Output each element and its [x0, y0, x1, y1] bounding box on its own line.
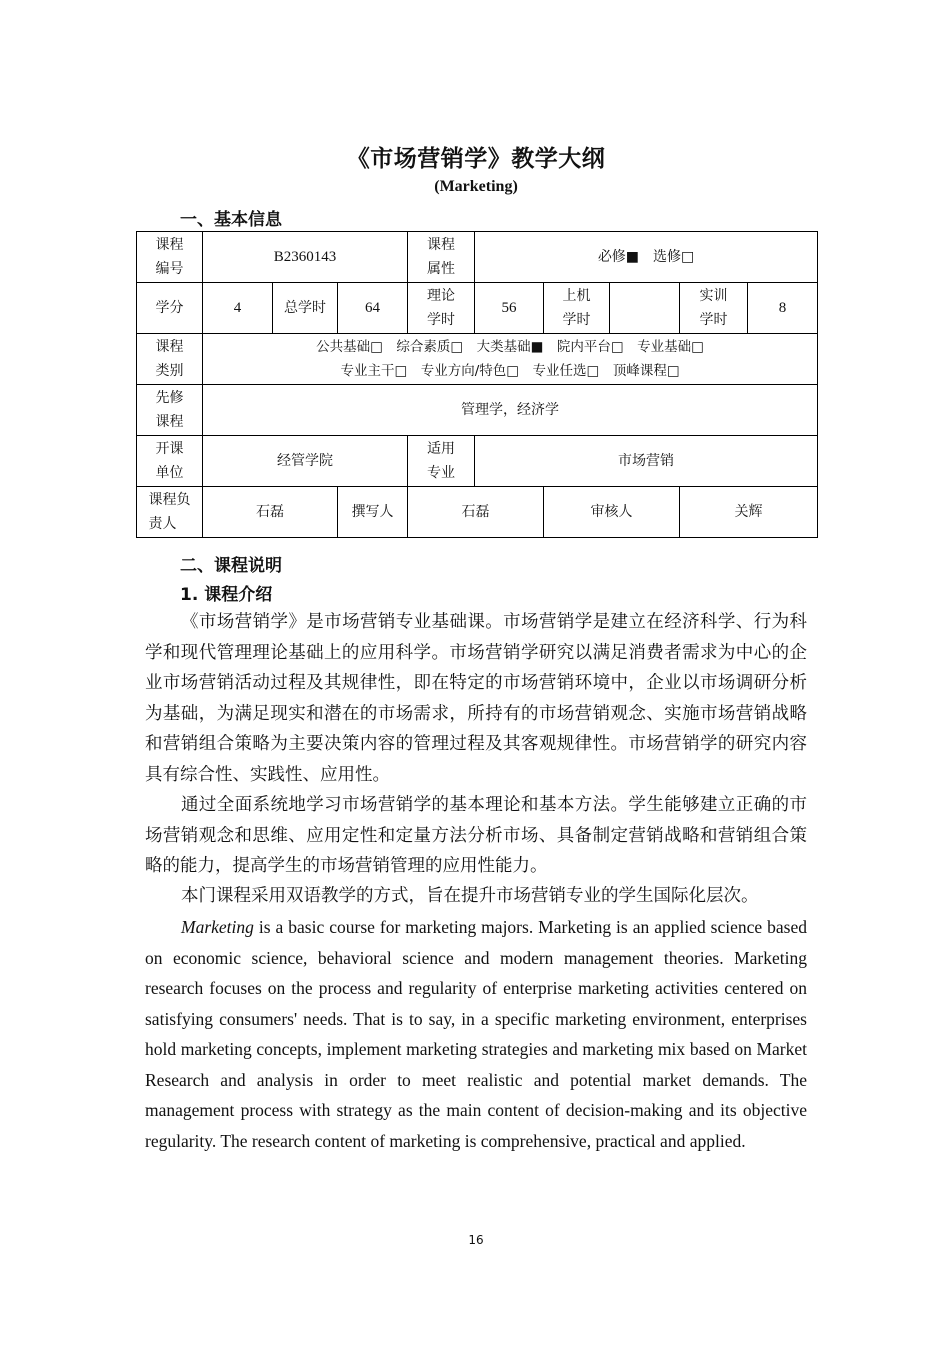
table-row — [137, 334, 818, 385]
basic-info-table — [136, 231, 818, 538]
course-attr-label: 课程属性 — [408, 232, 475, 283]
theory-hours-label: 理论学时 — [408, 283, 475, 334]
category-label: 课程类别 — [137, 334, 203, 385]
paragraph-bilingual-cn: 本门课程采用双语教学的方式，旨在提升市场营销专业的学生国际化层次。 — [181, 886, 759, 906]
document-title: 《市场营销学》教学大纲 — [346, 146, 606, 172]
leader-label: 课程负责人 — [137, 487, 203, 538]
major-label: 适用专业 — [408, 436, 475, 487]
theory-hours-value: 56 — [475, 283, 544, 334]
course-attr-value: 必修■ 选修□ — [475, 232, 818, 283]
practice-hours-label: 实训学时 — [680, 283, 748, 334]
prereq-value: 管理学，经济学 — [203, 385, 818, 436]
total-hours-label: 总学时 — [273, 283, 338, 334]
section-heading-basic-info: 一、基本信息 — [180, 210, 282, 230]
credit-label: 学分 — [137, 283, 203, 334]
paragraph-intro-en-text: is a basic course for marketing majors. Marketing is an applied science based on economic science, behavioral science and modern management theories. Marketing research focuses on the process and regularity of enterprise marketing activities centered on satisfying consumers' needs. That is to say, in a specific marketing environment, enterprises hold marketing concepts, implement marketing strategies and marketing mix based on Market Research and analysis in order to meet realistic and potential market demands. The management process with strategy as the main content of decision-making and its objective regularity. The research content of marketing is comprehensive, practical and applied. — [145, 917, 807, 1151]
major-value: 市场营销 — [475, 436, 818, 487]
category-options-line1: 公共基础□ 综合素质□ 大类基础■ 院内平台□ 专业基础□ — [316, 339, 704, 355]
unit-label: 开课单位 — [137, 436, 203, 487]
table-row — [137, 283, 818, 334]
subsection-heading-course-intro: 1. 课程介绍 — [180, 585, 273, 605]
reviewer-value: 关辉 — [680, 487, 818, 538]
unit-value: 经管学院 — [203, 436, 408, 487]
prereq-label: 先修课程 — [137, 385, 203, 436]
practice-hours-value: 8 — [748, 283, 818, 334]
writer-label: 撰写人 — [338, 487, 408, 538]
table-row — [137, 487, 818, 538]
paragraph-goals-cn: 通过全面系统地学习市场营销学的基本理论和基本方法。学生能够建立正确的市场营销观念和思维、应用定性和定量方法分析市场、具备制定营销战略和营销组合策略的能力，提高学生的市场营销管理的应用性能力。 — [145, 795, 807, 876]
paragraph-intro-en — [145, 912, 807, 1156]
computer-hours-value — [610, 283, 680, 334]
table-row — [137, 436, 818, 487]
table-row — [137, 385, 818, 436]
section-heading-course-description: 二、课程说明 — [180, 556, 282, 576]
page-number: 16 — [468, 1233, 484, 1247]
computer-hours-label: 上机学时 — [544, 283, 610, 334]
course-name-italic: Marketing — [181, 917, 254, 937]
leader-value: 石磊 — [203, 487, 338, 538]
course-code-label: 课程编号 — [137, 232, 203, 283]
credit-value: 4 — [203, 283, 273, 334]
category-options-line2: 专业主干□ 专业方向/特色□ 专业任选□ 顶峰课程□ — [340, 363, 680, 379]
writer-value: 石磊 — [408, 487, 544, 538]
category-value — [203, 334, 818, 385]
course-code-value: B2360143 — [203, 232, 408, 283]
table-row — [137, 232, 818, 283]
document-subtitle: (Marketing) — [434, 178, 518, 195]
paragraph-intro-cn: 《市场营销学》是市场营销专业基础课。市场营销学是建立在经济科学、行为科学和现代管理理论基础上的应用科学。市场营销学研究以满足消费者需求为中心的企业市场营销活动过程及其规律性，即在特定的市场营销环境中，企业以市场调研分析为基础，为满足现实和潜在的市场需求，所持有的市场营销观念、实施市场营销战略和营销组合策略为主要决策内容的管理过程及其客观规律性。市场营销学的研究内容具有综合性、实践性、应用性。 — [145, 612, 807, 785]
reviewer-label: 审核人 — [544, 487, 680, 538]
total-hours-value: 64 — [338, 283, 408, 334]
